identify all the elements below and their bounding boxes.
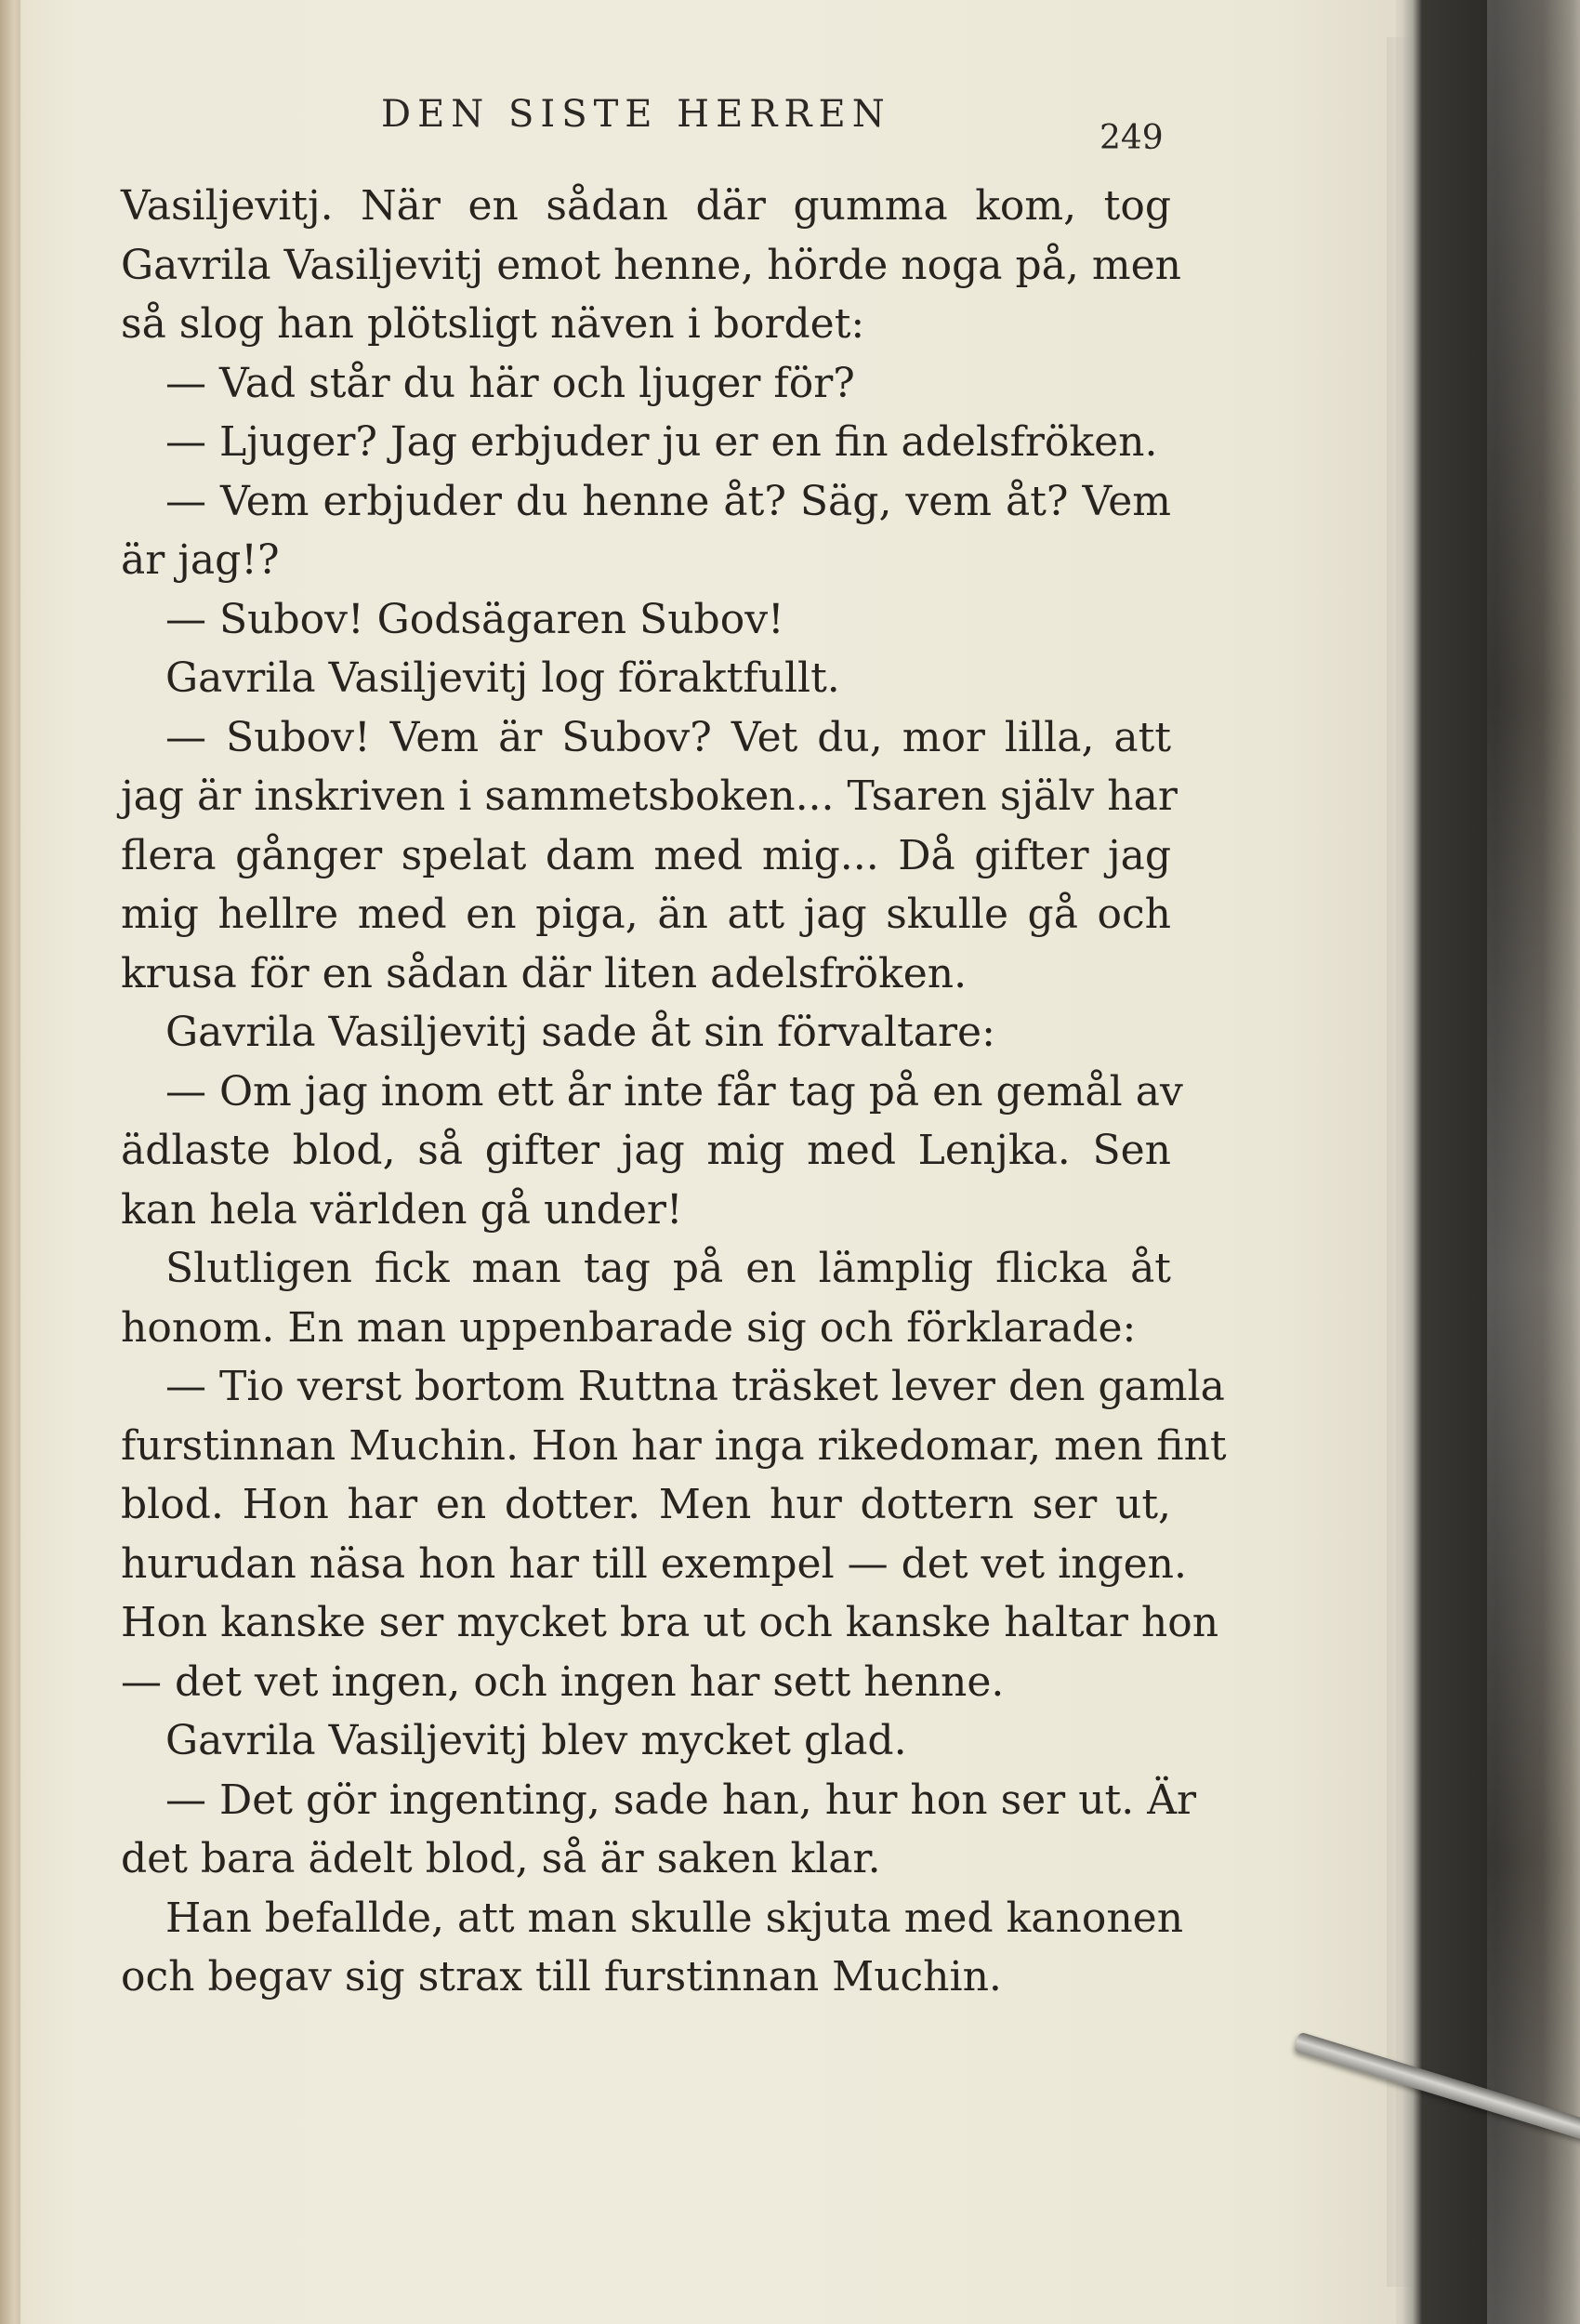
facing-page-edge xyxy=(0,0,20,2324)
text-line: Gavrila Vasiljevitj log föraktfullt. xyxy=(165,654,840,702)
text-line: — Det gör ingenting, sade han, hur hon ser ut. Är xyxy=(165,1776,1197,1824)
running-header: DEN SISTE HERREN xyxy=(381,93,891,136)
text-line: Han befallde, att man skulle skjuta med kanonen xyxy=(165,1894,1184,1942)
text-line: Gavrila Vasiljevitj blev mycket glad. xyxy=(165,1717,907,1764)
text-line: är jag!? xyxy=(121,536,280,584)
text-line: — Subov! Godsägaren Subov! xyxy=(165,595,784,643)
text-line: mig hellre med en piga, än att jag skulle gå och xyxy=(121,891,1171,938)
text-line: Vasiljevitj. När en sådan där gumma kom, tog xyxy=(121,182,1171,230)
text-line: och begav sig strax till furstinnan Muchin. xyxy=(121,1953,1002,2000)
text-line: — Vad står du här och ljuger för? xyxy=(165,359,855,407)
page-number: 249 xyxy=(1099,119,1164,157)
text-line: honom. En man uppenbarade sig och förklarade: xyxy=(121,1303,1137,1352)
text-line: ädlaste blod, så gifter jag mig med Lenjka. Sen xyxy=(121,1127,1171,1174)
text-line: Gavrila Vasiljevitj emot henne, hörde noga på, men xyxy=(121,241,1181,289)
text-line: flera gånger spelat dam med mig... Då gifter jag xyxy=(121,831,1171,879)
text-line: — det vet ingen, och ingen har sett henne. xyxy=(121,1657,1005,1706)
text-line: hurudan näsa hon har till exempel — det vet ingen. xyxy=(121,1539,1188,1588)
text-line: — Vem erbjuder du henne åt? Säg, vem åt? Vem xyxy=(165,477,1171,525)
text-line: — Ljuger? Jag erbjuder ju er en fin adelsfröken. xyxy=(165,418,1158,466)
text-line: Slutligen fick man tag på en lämplig flicka åt xyxy=(165,1245,1171,1292)
text-line: — Tio verst bortom Ruttna träsket lever den gamla xyxy=(165,1363,1225,1410)
plastic-wrap-sheen xyxy=(1487,0,1580,2324)
text-line: Gavrila Vasiljevitj sade åt sin förvaltare: xyxy=(165,1009,995,1056)
text-line: så slog han plötsligt näven i bordet: xyxy=(121,300,865,348)
body-text xyxy=(121,177,1227,2007)
text-line: det bara ädelt blod, så är saken klar. xyxy=(121,1835,881,1882)
text-line: kan hela världen gå under! xyxy=(121,1185,683,1234)
text-line: jag är inskriven i sammetsboken... Tsaren själv har xyxy=(121,772,1178,820)
text-line: — Subov! Vem är Subov? Vet du, mor lilla, att xyxy=(165,713,1171,761)
text-line: furstinnan Muchin. Hon har inga rikedomar, men fint xyxy=(121,1421,1227,1470)
page-fold-shadow xyxy=(1387,37,1415,2287)
text-line: Hon kanske ser mycket bra ut och kanske haltar hon xyxy=(121,1599,1219,1646)
text-line: krusa för en sådan där liten adelsfröken. xyxy=(121,949,968,997)
text-line: — Om jag inom ett år inte får tag på en gemål av xyxy=(165,1067,1183,1116)
text-line: blod. Hon har en dotter. Men hur dottern ser ut, xyxy=(121,1481,1171,1528)
